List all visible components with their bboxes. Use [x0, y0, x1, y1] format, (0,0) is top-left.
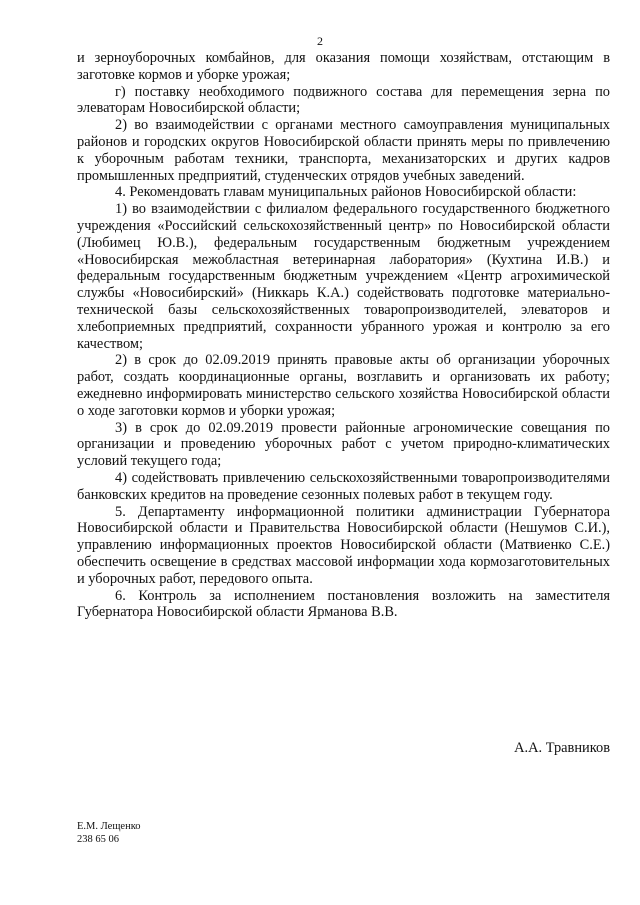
executor-block	[77, 821, 141, 846]
signature: А.А. Травников	[514, 740, 610, 756]
executor-name: Е.М. Лещенко	[77, 821, 141, 832]
paragraph: г) поставку необходимого подвижного состава для перемещения зерна по элеваторам Новосибирской области;	[77, 83, 610, 117]
paragraph: 1) во взаимодействии с филиалом федерального государственного бюджетного учреждения «Российский сельскохозяйственный центр» по Новосибирской области (Любимец Ю.В.), федеральным государственным бюджетным учреждением «Новосибирская межобластная ветеринарная лаборатория» (Кухтина И.В.) и федеральным государственным бюджетным учреждением «Центр агрохимической службы «Новосибирский» (Никкарь К.А.) содействовать подготовке материально-технической базы сельскохозяйственных товаропроизводителей, элеваторов и хлебоприемных предприятий, сохранности убранного урожая и контролю за его качеством;	[77, 201, 610, 352]
paragraph: 2) во взаимодействии с органами местного самоуправления муниципальных районов и городских округов Новосибирской области принять меры по привлечению к уборочным работам техники, транспорта, механизаторских и других кадров промышленных предприятий, студенческих отрядов учебных заведений.	[77, 117, 610, 184]
paragraph: 3) в срок до 02.09.2019 провести районные агрономические совещания по организации и проведению уборочных работ с учетом природно-климатических условий текущего года;	[77, 419, 610, 470]
document-body	[77, 50, 610, 621]
paragraph: 2) в срок до 02.09.2019 принять правовые акты об организации уборочных работ, создать координационные органы, возглавить и организовать их работу; ежедневно информировать министерство сельского хозяйства Новосибирской области о ходе заготовки кормов и уборки урожая;	[77, 352, 610, 419]
paragraph: и зерноуборочных комбайнов, для оказания помощи хозяйствам, отстающим в заготовке кормов и уборке урожая;	[77, 50, 610, 83]
paragraph: 4. Рекомендовать главам муниципальных районов Новосибирской области:	[115, 184, 577, 201]
paragraph: 5. Департаменту информационной политики администрации Губернатора Новосибирской области и Правительства Новосибирской области (Нешумов С.И.), управлению информационных проектов Новосибирской области (Матвиенко С.Е.) обеспечить освещение в средствах массовой информации хода кормозаготовительных и уборочных работ, передового опыта.	[77, 503, 610, 587]
executor-phone: 238 65 06	[77, 833, 119, 845]
page-number: 2	[317, 34, 323, 48]
paragraph: 4) содействовать привлечению сельскохозяйственными товаропроизводителями банковских кредитов на проведение сезонных полевых работ в текущем году.	[77, 469, 610, 503]
paragraph: 6. Контроль за исполнением постановления возложить на заместителя Губернатора Новосибирской области Ярманова В.В.	[77, 587, 610, 621]
